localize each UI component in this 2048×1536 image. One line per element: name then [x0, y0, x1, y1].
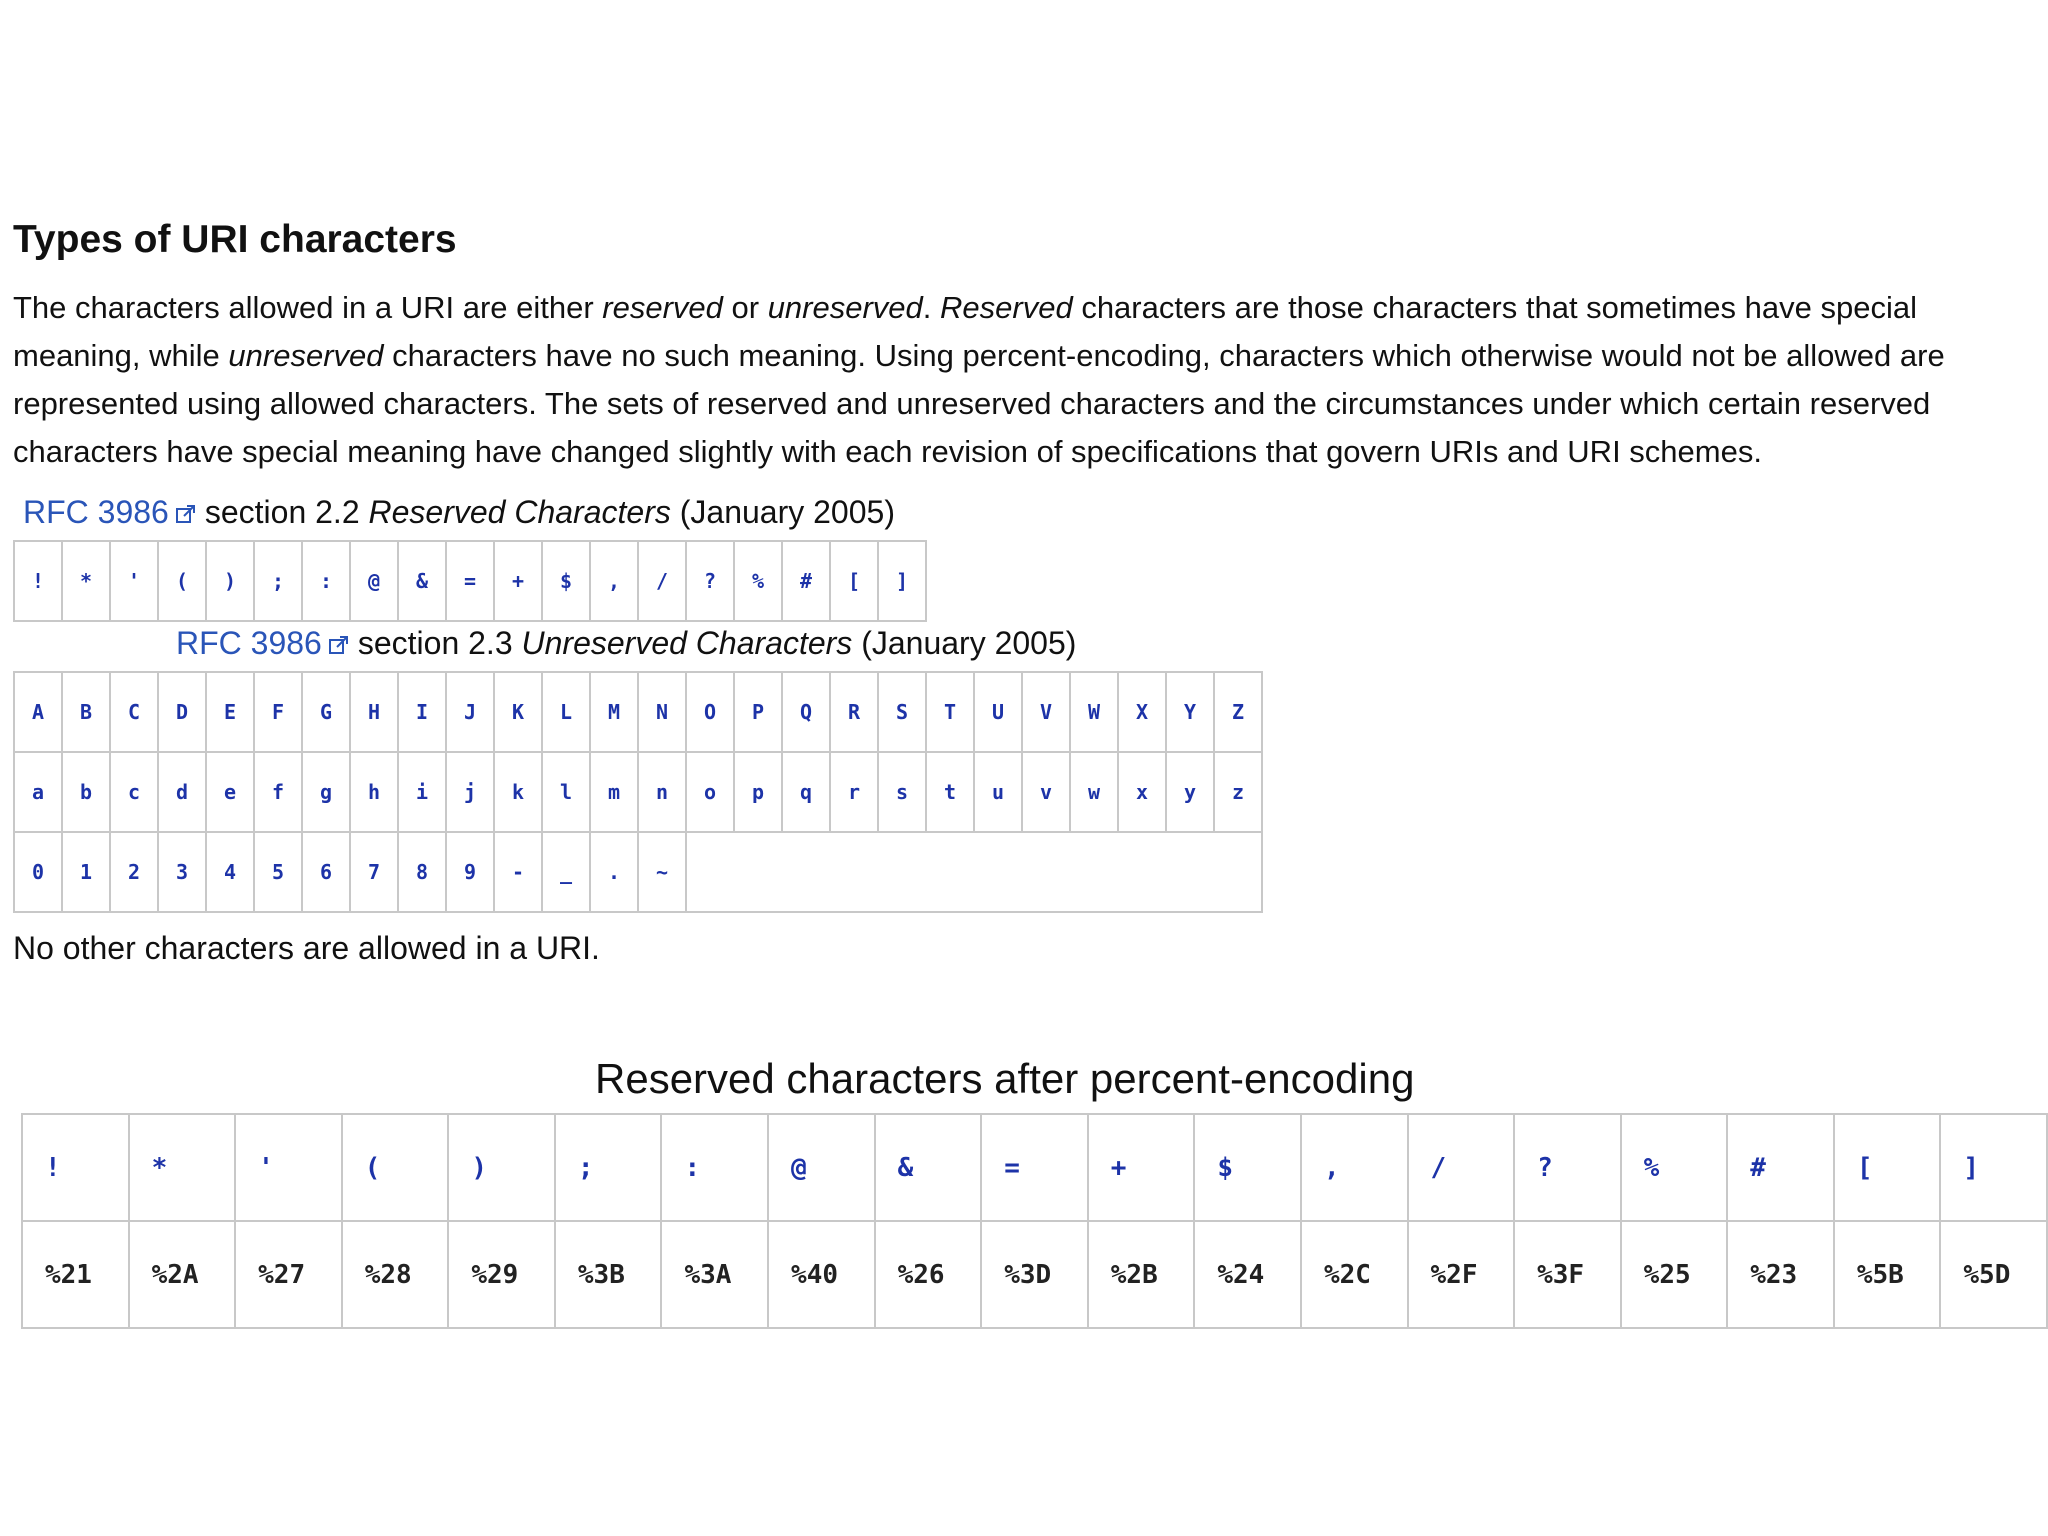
reserved-character-cell: ,	[1301, 1114, 1408, 1221]
table-row	[22, 1114, 2047, 1221]
character-cell: '	[110, 541, 158, 621]
reserved-characters-table	[13, 540, 927, 622]
character-cell: #	[782, 541, 830, 621]
character-cell: 9	[446, 832, 494, 912]
character-cell: i	[398, 752, 446, 832]
character-cell: $	[542, 541, 590, 621]
character-cell: b	[62, 752, 110, 832]
reserved-character-cell: *	[129, 1114, 236, 1221]
character-cell: l	[542, 752, 590, 832]
encoded-value-cell: %5B	[1834, 1221, 1941, 1328]
character-cell: [	[830, 541, 878, 621]
reserved-character-cell: ]	[1940, 1114, 2047, 1221]
character-cell: C	[110, 672, 158, 752]
empty-cell	[686, 832, 1262, 912]
character-cell: W	[1070, 672, 1118, 752]
reserved-character-cell: &	[875, 1114, 982, 1221]
character-cell: a	[14, 752, 62, 832]
unreserved-characters-table	[13, 671, 1263, 913]
character-cell: 7	[350, 832, 398, 912]
character-cell: I	[398, 672, 446, 752]
table-row	[14, 752, 1262, 832]
reserved-character-cell: '	[235, 1114, 342, 1221]
character-cell: -	[494, 832, 542, 912]
character-cell: H	[350, 672, 398, 752]
reserved-character-cell: $	[1194, 1114, 1301, 1221]
character-cell: e	[206, 752, 254, 832]
character-cell: u	[974, 752, 1022, 832]
rfc-3986-link[interactable]: RFC 3986	[23, 494, 169, 530]
character-cell: j	[446, 752, 494, 832]
character-cell: _	[542, 832, 590, 912]
encoded-value-cell: %26	[875, 1221, 982, 1328]
character-cell: 3	[158, 832, 206, 912]
encoded-value-cell: %21	[22, 1221, 129, 1328]
character-cell: d	[158, 752, 206, 832]
character-cell: +	[494, 541, 542, 621]
character-cell: p	[734, 752, 782, 832]
character-cell: ]	[878, 541, 926, 621]
character-cell: k	[494, 752, 542, 832]
character-cell: B	[62, 672, 110, 752]
reserved-character-cell: ;	[555, 1114, 662, 1221]
character-cell: q	[782, 752, 830, 832]
encoded-value-cell: %2F	[1408, 1221, 1515, 1328]
character-cell: M	[590, 672, 638, 752]
reserved-character-cell: [	[1834, 1114, 1941, 1221]
character-cell: R	[830, 672, 878, 752]
intro-paragraph	[13, 284, 2043, 476]
reserved-character-cell: =	[981, 1114, 1088, 1221]
character-cell: g	[302, 752, 350, 832]
character-cell: A	[14, 672, 62, 752]
character-cell: y	[1166, 752, 1214, 832]
encoded-value-cell: %40	[768, 1221, 875, 1328]
character-cell: r	[830, 752, 878, 832]
paragraph-line: characters have special meaning have changed slightly with each revision of specifications that govern URIs and URI schemes.	[13, 434, 1762, 469]
character-cell: 1	[62, 832, 110, 912]
character-cell: :	[302, 541, 350, 621]
reserved-character-cell: +	[1088, 1114, 1195, 1221]
character-cell: V	[1022, 672, 1070, 752]
note-text: No other characters are allowed in a URI.	[13, 930, 600, 966]
encoded-value-cell: %2A	[129, 1221, 236, 1328]
character-cell: f	[254, 752, 302, 832]
character-cell: w	[1070, 752, 1118, 832]
character-cell: @	[350, 541, 398, 621]
character-cell: U	[974, 672, 1022, 752]
character-cell: D	[158, 672, 206, 752]
reserved-character-cell: !	[22, 1114, 129, 1221]
character-cell: ~	[638, 832, 686, 912]
character-cell: (	[158, 541, 206, 621]
character-cell: %	[734, 541, 782, 621]
character-cell: 2	[110, 832, 158, 912]
external-link-icon[interactable]	[175, 503, 197, 525]
character-cell: ?	[686, 541, 734, 621]
character-cell: N	[638, 672, 686, 752]
character-cell: 5	[254, 832, 302, 912]
paragraph-line: represented using allowed characters. The sets of reserved and unreserved characters and the circumstances under which certain reserved	[13, 386, 1931, 421]
percent-encoding-table	[21, 1113, 2048, 1329]
character-cell: =	[446, 541, 494, 621]
character-cell: .	[590, 832, 638, 912]
character-cell: *	[62, 541, 110, 621]
character-cell: t	[926, 752, 974, 832]
reserved-character-cell: :	[661, 1114, 768, 1221]
encoded-value-cell: %3D	[981, 1221, 1088, 1328]
character-cell: m	[590, 752, 638, 832]
unreserved-caption: RFC 3986 section 2.3 Unreserved Characters (January 2005)	[176, 625, 1077, 661]
character-cell: 8	[398, 832, 446, 912]
table-row	[14, 672, 1262, 752]
paragraph-line: meaning, while unreserved characters have no such meaning. Using percent-encoding, characters which otherwise would not be allowed are	[13, 338, 1945, 373]
encoded-value-cell: %3B	[555, 1221, 662, 1328]
encoded-value-cell: %28	[342, 1221, 449, 1328]
character-cell: 0	[14, 832, 62, 912]
encoded-value-cell: %2C	[1301, 1221, 1408, 1328]
character-cell: 4	[206, 832, 254, 912]
reserved-character-cell: %	[1621, 1114, 1728, 1221]
character-cell: /	[638, 541, 686, 621]
character-cell: n	[638, 752, 686, 832]
character-cell: S	[878, 672, 926, 752]
paragraph-line: The characters allowed in a URI are either reserved or unreserved. Reserved characters are those characters that sometimes have special	[13, 290, 1917, 325]
character-cell: K	[494, 672, 542, 752]
rfc-3986-link[interactable]: RFC 3986	[176, 625, 322, 661]
character-cell: T	[926, 672, 974, 752]
character-cell: Y	[1166, 672, 1214, 752]
character-cell: )	[206, 541, 254, 621]
character-cell: ,	[590, 541, 638, 621]
encoded-value-cell: %24	[1194, 1221, 1301, 1328]
character-cell: L	[542, 672, 590, 752]
reserved-character-cell: @	[768, 1114, 875, 1221]
encoding-table-title: Reserved characters after percent-encoding	[595, 1055, 1415, 1102]
table-row	[22, 1221, 2047, 1328]
character-cell: J	[446, 672, 494, 752]
character-cell: G	[302, 672, 350, 752]
external-link-icon[interactable]	[328, 634, 350, 656]
character-cell: X	[1118, 672, 1166, 752]
character-cell: 6	[302, 832, 350, 912]
character-cell: c	[110, 752, 158, 832]
character-cell: h	[350, 752, 398, 832]
encoded-value-cell: %29	[448, 1221, 555, 1328]
character-cell: Q	[782, 672, 830, 752]
character-cell: E	[206, 672, 254, 752]
character-cell: o	[686, 752, 734, 832]
encoded-value-cell: %5D	[1940, 1221, 2047, 1328]
character-cell: !	[14, 541, 62, 621]
character-cell: F	[254, 672, 302, 752]
reserved-character-cell: #	[1727, 1114, 1834, 1221]
character-cell: ;	[254, 541, 302, 621]
reserved-caption: RFC 3986 section 2.2 Reserved Characters (January 2005)	[23, 494, 895, 530]
section-heading: Types of URI characters	[13, 218, 457, 261]
character-cell: P	[734, 672, 782, 752]
encoded-value-cell: %3F	[1514, 1221, 1621, 1328]
reserved-character-cell: )	[448, 1114, 555, 1221]
table-row	[14, 541, 926, 621]
reserved-character-cell: ?	[1514, 1114, 1621, 1221]
character-cell: v	[1022, 752, 1070, 832]
character-cell: x	[1118, 752, 1166, 832]
character-cell: Z	[1214, 672, 1262, 752]
encoded-value-cell: %3A	[661, 1221, 768, 1328]
character-cell: O	[686, 672, 734, 752]
table-row	[14, 832, 1262, 912]
character-cell: &	[398, 541, 446, 621]
character-cell: z	[1214, 752, 1262, 832]
encoded-value-cell: %2B	[1088, 1221, 1195, 1328]
encoded-value-cell: %27	[235, 1221, 342, 1328]
character-cell: s	[878, 752, 926, 832]
encoded-value-cell: %25	[1621, 1221, 1728, 1328]
reserved-character-cell: /	[1408, 1114, 1515, 1221]
reserved-character-cell: (	[342, 1114, 449, 1221]
encoded-value-cell: %23	[1727, 1221, 1834, 1328]
